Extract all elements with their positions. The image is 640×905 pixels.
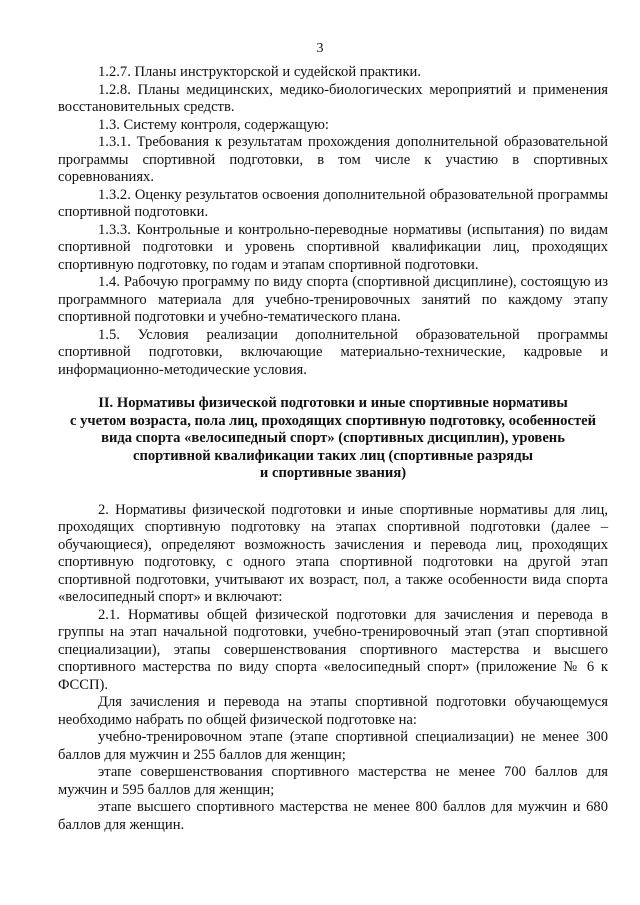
page-number: 3 [316,41,324,56]
paragraph-enrollment: Для зачисления и перевода на этапы спортивной подготовки обучающемуся необходимо набрать по общей физической подготовке на: [58,694,608,728]
section-heading-line: вида спорта «велосипедный спорт» (спортивных дисциплин), уровень [101,430,565,446]
paragraph-2-1: 2.1. Нормативы общей физической подготовки для зачисления и перевода в группы на этап начальной подготовки, учебно-тренировочный этап (этап спортивной специализации), этапы совершенствования спортивного мастерства и высшего спортивного мастерства по виду спорта «велосипедный спорт» (приложение № 6 к ФССП). [58,606,608,693]
paragraph-2: 2. Нормативы физической подготовки и иные спортивные нормативы для лиц, проходящих спортивную подготовку на этапах спортивной подготовки (далее – обучающиеся), определяют возможность зачисления и перевода лиц, проходящих спортивную подготовку, с одного этапа спортивной подготовки на другой этап спортивной подготовки, учитывают их возраст, пол, а также особенности вида спорта «велосипедный спорт» и включают: [58,501,608,605]
paragraph-1-3-2: 1.3.2. Оценку результатов освоения дополнительной образовательной программы спортивной подготовки. [58,186,608,220]
paragraph-1-3-1: 1.3.1. Требования к результатам прохождения дополнительной образовательной программы спортивной подготовки, в том числе к участию в спортивных соревнованиях. [58,134,608,185]
paragraph-1-3: 1.3. Систему контроля, содержащую: [98,116,329,133]
section-heading-line: спортивной квалификации таких лиц (спортивные разряды [133,447,533,464]
paragraph-improvement-stage: этапе совершенствования спортивного мастерства не менее 700 баллов для мужчин и 595 баллов для женщин; [58,764,608,798]
document-body [58,64,608,834]
section-heading-line: с учетом возраста, пола лиц, проходящих спортивную подготовку, особенностей [70,412,596,429]
section-heading-line: II. Нормативы физической подготовки и иные спортивные нормативы [98,395,568,411]
paragraph-1-2-7: 1.2.7. Планы инструкторской и судейской практики. [98,64,421,80]
paragraph-1-2-8: 1.2.8. Планы медицинских, медико-биологических мероприятий и применения восстановительных средств. [58,81,608,115]
paragraph-1-4: 1.4. Рабочую программу по виду спорта (спортивной дисциплине), состоящую из программного материала для учебно-тренировочных занятий по каждому этапу спортивной подготовки и учебно-тематического плана. [58,274,608,325]
paragraph-higher-stage: этапе высшего спортивного мастерства не менее 800 баллов для мужчин и 680 баллов для женщин. [58,799,608,833]
paragraph-1-3-3: 1.3.3. Контрольные и контрольно-переводные нормативы (испытания) по видам спортивной подготовки и уровень спортивной квалификации лиц, проходящих спортивную подготовку, по годам и этапам спортивной подготовки. [58,221,608,273]
paragraph-training-stage: учебно-тренировочном этапе (этапе спортивной специализации) не менее 300 баллов для мужчин и 255 баллов для женщин; [58,729,608,763]
paragraph-1-5: 1.5. Условия реализации дополнительной образовательной программы спортивной подготовки, включающие материально-технические, кадровые и информационно-методические условия. [58,326,608,378]
section-heading-line: и спортивные звания) [259,465,407,481]
section-heading [58,395,608,483]
